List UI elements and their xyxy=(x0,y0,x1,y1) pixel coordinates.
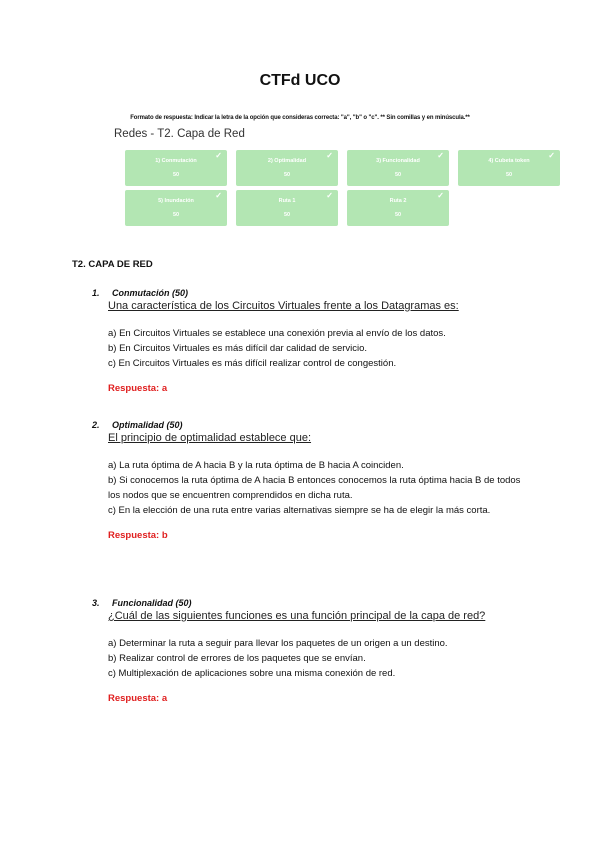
option: a) Determinar la ruta a seguir para llevar los paquetes de un origen a un destino. xyxy=(108,638,448,649)
check-icon: ✓ xyxy=(326,191,333,200)
challenge-card-ruta-2[interactable] xyxy=(347,190,449,226)
question-heading: 1. Conmutación (50) xyxy=(92,288,189,298)
answer-text: Respuesta: a xyxy=(108,693,168,704)
option: b) En Circuitos Virtuales es más difícil dar calidad de servicio. xyxy=(108,343,368,354)
check-icon: ✓ xyxy=(437,151,444,160)
challenge-label: 5) Inundación xyxy=(158,198,194,204)
challenge-points: 50 xyxy=(394,172,402,178)
question-options xyxy=(108,326,532,371)
question-block xyxy=(92,598,532,704)
challenge-card-cubeta-token[interactable] xyxy=(458,150,560,186)
question-statement: Una característica de los Circuitos Virtuales frente a los Datagramas es: xyxy=(108,300,459,312)
answer-text: Respuesta: b xyxy=(108,530,168,541)
question-statement: ¿Cuál de las siguientes funciones es una función principal de la capa de red? xyxy=(108,610,486,622)
page-title: CTFd UCO xyxy=(259,72,341,89)
section-title: T2. CAPA DE RED xyxy=(72,259,153,270)
challenge-card-ruta-1[interactable] xyxy=(236,190,338,226)
challenge-label: 1) Conmutación xyxy=(155,158,197,164)
challenge-label: 3) Funcionalidad xyxy=(376,158,420,164)
challenge-card-inundacion[interactable] xyxy=(125,190,227,226)
challenge-card-optimalidad[interactable] xyxy=(236,150,338,186)
check-icon: ✓ xyxy=(548,151,555,160)
question-options xyxy=(108,458,532,518)
check-icon: ✓ xyxy=(437,191,444,200)
option: b) Si conocemos la ruta óptima de A hacia B entonces conocemos la ruta óptima hacia B de todos los nodos que se encuentren comprendidos en dicha ruta. xyxy=(108,475,521,501)
question-block xyxy=(92,288,532,394)
answer-text: Respuesta: a xyxy=(108,383,168,394)
question-options xyxy=(108,636,532,681)
challenge-points: 50 xyxy=(505,172,513,178)
option: b) Realizar control de errores de los paquetes que se envían. xyxy=(108,653,366,664)
challenge-label: Ruta 1 xyxy=(278,198,296,204)
challenge-card-conmutacion[interactable] xyxy=(125,150,227,186)
check-icon: ✓ xyxy=(215,151,222,160)
option: c) En Circuitos Virtuales es más difícil realizar control de congestión. xyxy=(108,358,397,369)
check-icon: ✓ xyxy=(326,151,333,160)
option: a) La ruta óptima de A hacia B y la ruta óptima de B hacia A coinciden. xyxy=(108,460,404,471)
challenge-label: Ruta 2 xyxy=(389,198,407,204)
format-note: Formato de respuesta: Indicar la letra de la opción que consideras correcta: "a", "b" o "c". ** Sin comillas y en minúscula.** xyxy=(130,115,470,121)
question-heading: 2. Optimalidad (50) xyxy=(92,420,183,430)
category-subtitle: Redes - T2. Capa de Red xyxy=(114,128,245,140)
challenge-points: 50 xyxy=(283,212,291,218)
challenge-label: 2) Optimalidad xyxy=(267,158,307,164)
option: c) Multiplexación de aplicaciones sobre una misma conexión de red. xyxy=(108,668,396,679)
option: c) En la elección de una ruta entre varias alternativas siempre se ha de elegir la más corta. xyxy=(108,505,491,516)
question-block xyxy=(92,420,532,541)
challenge-label: 4) Cubeta token xyxy=(488,158,530,164)
option: a) En Circuitos Virtuales se establece una conexión previa al envío de los datos. xyxy=(108,328,446,339)
challenge-card-funcionalidad[interactable] xyxy=(347,150,449,186)
challenge-points: 50 xyxy=(172,172,180,178)
challenge-points: 50 xyxy=(172,212,180,218)
question-heading: 3. Funcionalidad (50) xyxy=(92,598,192,608)
question-statement: El principio de optimalidad establece que: xyxy=(108,432,312,444)
challenge-points: 50 xyxy=(283,172,291,178)
check-icon: ✓ xyxy=(215,191,222,200)
challenge-points: 50 xyxy=(394,212,402,218)
